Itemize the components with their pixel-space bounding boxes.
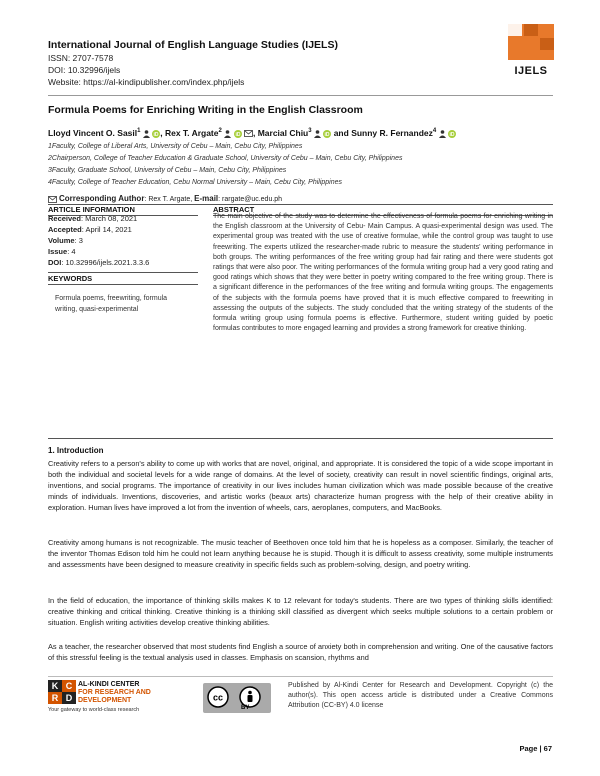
header-divider	[48, 95, 553, 96]
svg-text:iD: iD	[153, 131, 159, 138]
journal-logo-icon	[508, 24, 554, 60]
author-name: Marcial Chiu	[257, 128, 309, 138]
publisher-tagline: Your gateway to world-class research	[48, 707, 140, 713]
keywords-top-divider	[48, 272, 198, 273]
svg-text:cc: cc	[212, 692, 224, 703]
cc-icon	[207, 686, 229, 708]
body-paragraph: Creativity refers to a person's ability to come up with works that are novel, original, and appropriate. It is considered the topic of a wide scope important in both the individual and societal levels for a wide range of domains. At the level of society, creativity can result in novel scientific findings, original arts, inventions, and social programs. The importance of creativity in our lives includes human civilization which was made possible because of the creative minds of individuals. Inventions, discoveries, and artistic works (beaux arts) characterize human progress with the help of their creative ability in exploration. Human lives have improved a lot from the invention of wheels, cars, aeroplanes, computers, and MacBooks.	[48, 459, 553, 512]
person-icon	[143, 130, 150, 138]
section-heading-introduction: 1. Introduction	[48, 446, 104, 455]
journal-issn: ISSN: 2707-7578	[48, 53, 114, 63]
orcid-icon[interactable]	[234, 130, 242, 138]
doi-line[interactable]: DOI: 10.32996/ijels.2021.3.3.6	[48, 258, 150, 267]
author-name: Sunny R. Fernandez	[351, 128, 433, 138]
cc-by-label: BY	[241, 705, 250, 711]
corresponding-label: Corresponding Author	[58, 194, 145, 203]
author-superscript: 1	[137, 128, 141, 135]
keywords-list: Formula poems, freewriting, formula writing, quasi-experimental	[55, 295, 168, 313]
svg-text:iD: iD	[449, 131, 455, 138]
author-superscript: 2	[218, 128, 222, 135]
body-paragraph: As a teacher, the researcher observed that most students find English a source of anxiety both in comprehension and writing. One of the causative factors of this stressful feeling is the textual analysis used in classes. Emphasis on scansion, rhythms and	[48, 642, 553, 662]
accepted-line: Accepted: April 14, 2021	[48, 225, 132, 234]
license-note: Published by Al-Kindi Center for Research and Development. Copyright (c) the author(s). This open access article is distributed under a Creative Commons Attribution (CC-BY) 4.0 license	[288, 682, 553, 709]
article-info-heading: ARTICLE INFORMATION	[48, 205, 135, 214]
body-paragraph: Creativity among humans is not recognizable. The music teacher of Beethoven once told him that he is hopeless as a composer. Similarly, the teacher of the inventor Thomas Edison told him he could not learn anything because he is stupid. Though it is difficult to assess creativity, some multiple instruments and assessments have been designed to measure creativity in specific fields such as problem-solving, design, and poetry writing.	[48, 538, 553, 569]
publisher-subtitle-1: FOR RESEARCH AND	[78, 689, 151, 696]
author-name: Lloyd Vincent O. Sasil	[48, 128, 138, 138]
author-superscript: 4	[432, 128, 437, 135]
author-superscript: 3	[308, 128, 312, 135]
received-line: Received: March 08, 2021	[48, 214, 138, 223]
person-icon	[224, 130, 231, 138]
journal-doi: DOI: 10.32996/ijels	[48, 65, 121, 75]
affiliation-4: 4Faculty, College of Teacher Education, Cebu Normal University – Main, Cebu City, Philippines	[48, 179, 343, 186]
envelope-icon[interactable]	[244, 130, 253, 137]
keywords-sub-divider	[48, 284, 198, 285]
keywords-heading: KEYWORDS	[48, 274, 93, 283]
footer-divider	[48, 676, 553, 677]
svg-text:iD: iD	[235, 131, 241, 138]
svg-text:iD: iD	[324, 131, 330, 138]
abstract-bottom-divider	[48, 438, 553, 439]
email-label: E-mail	[194, 194, 219, 203]
volume-line: Volume: 3	[48, 236, 83, 245]
publisher-subtitle-2: DEVELOPMENT	[78, 697, 132, 704]
cc-license-badge[interactable]	[203, 683, 271, 713]
author-name: Rex T. Argate	[164, 128, 219, 138]
orcid-icon[interactable]	[448, 130, 456, 138]
envelope-icon	[48, 196, 57, 203]
affiliation-3: 3Faculty, Graduate School, University of Cebu – Main, Cebu City, Philippines	[48, 167, 287, 174]
abstract-heading: ABSTRACT	[213, 205, 255, 214]
publisher-name: AL-KINDI CENTER	[78, 681, 140, 688]
affiliation-1: 1Faculty, College of Liberal Arts, University of Cebu – Main, Cebu City, Philippines	[48, 143, 303, 150]
abstract-text: The main objective of the study was to determine the effectiveness of formula poems for enriching writing in the English classroom at the University of Cebu- Main Campus. A quasi-experimental design was used. The experimental group was treated with the use of creative formulae, while the control group was taught to use freewriting. The experts utilized the researcher-made rubric to measure the students' writing performance in both groups. The writing performances of the free writing group had fair rating and there were students got ratings that were also poor. The writing performances of the formula writing group had a very good rating and good ratings which shows that they were better in poetry writing compared to the free writing group. There is a significant difference in the performances of the free writing and formula writing groups. The engagements of the subjects with the formula poems have proved that it is much effective compared to freewriting in assessing the outputs of the subjects. The study concluded that the writing strategy of the students of the formula writing group using formula poems is effective. Furthermore, student writing guided by poetic formulas contributes to more engaged learning and provides a strong framework for creative thinking.	[213, 213, 553, 333]
person-icon	[314, 130, 321, 138]
issue-line: Issue: 4	[48, 247, 76, 256]
corresponding-author: Corresponding Author: Rex T. Argate, E-mail: rargate@uc.edu.ph	[48, 194, 282, 203]
journal-name: International Journal of English Language Studies (IJELS)	[48, 39, 338, 51]
journal-website[interactable]: Website: https://al-kindipublisher.com/index.php/ijels	[48, 77, 245, 87]
email-value[interactable]: : rargate@uc.edu.ph	[218, 196, 283, 203]
paper-title: Formula Poems for Enriching Writing in the English Classroom	[48, 104, 363, 116]
person-icon	[439, 130, 446, 138]
body-paragraph: In the field of education, the importance of thinking skills makes K to 12 relevant for today's students. There are two types of thinking skills identified: creative thinking and critical thinking. Creative thinking is a thinking skill classified as divergent which seeks multiple solutions to a certain problem or situation. English writing activities develop creative thinking abilities.	[48, 596, 553, 627]
author-list: Lloyd Vincent O. Sasil$^1$ iD , Rex T. Argate$^2$ iD , Marcial Chiu$^3$ iD and Sunny R. Fernandez$^4$ iD	[48, 128, 455, 138]
kcrd-logo-icon: K C R D	[48, 680, 76, 704]
journal-logo-text: IJELS	[514, 65, 548, 77]
page-number: Page | 67	[519, 744, 552, 753]
affiliation-2: 2Chairperson, College of Teacher Education & Graduate School, University of Cebu – Main, Cebu City, Philippines	[48, 155, 403, 162]
